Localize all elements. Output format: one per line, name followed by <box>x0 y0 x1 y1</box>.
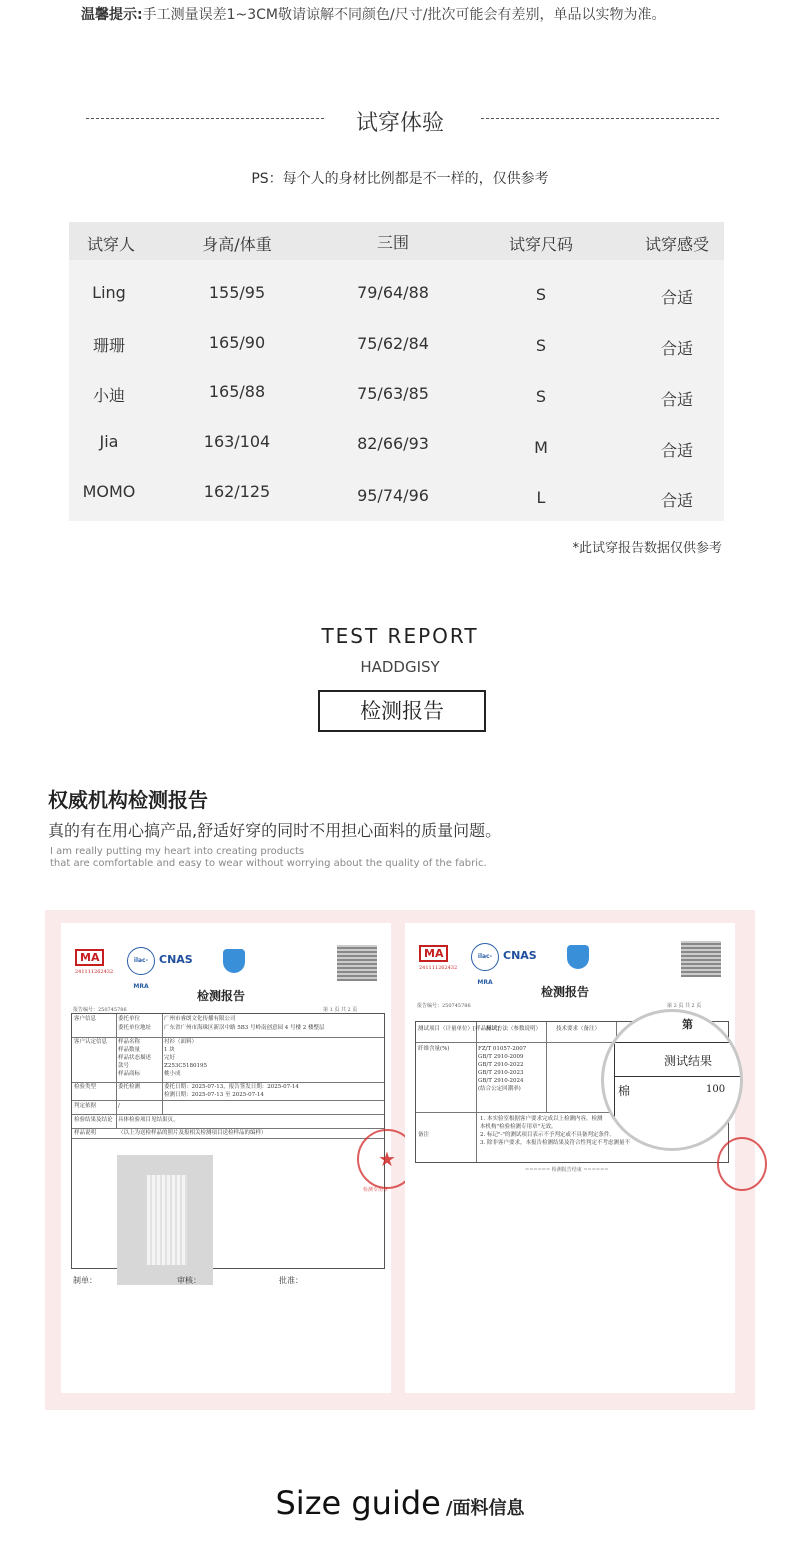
note-line: 2. 标记"-"的测试项目表示不予判定或不具备判定条件。 <box>480 1132 615 1138</box>
cnas-logo: CNAS <box>159 953 193 966</box>
header-cell: 试穿感受 <box>644 235 710 254</box>
title-dash-right <box>481 118 719 119</box>
header-cell: 试穿人 <box>86 235 136 254</box>
grid-label: 样品说明 <box>74 1130 97 1136</box>
zoom-fiber: 棉 <box>618 1084 631 1098</box>
grid-line <box>72 1082 384 1083</box>
cell-height-weight: 155/95 <box>208 283 266 302</box>
ilac-mra-logo: ilac-MRA <box>471 943 499 971</box>
cell-name: 小迪 <box>92 386 126 405</box>
grid-line <box>546 1022 547 1112</box>
cell-name: 珊珊 <box>92 336 126 355</box>
grid-label: 样品名称 <box>118 1039 141 1045</box>
grid-label: 款号 <box>118 1063 130 1069</box>
report-page-1 <box>61 923 396 1393</box>
grid-value: 衬衫（面料） <box>164 1039 198 1045</box>
stamp-star-icon: ★ <box>378 1147 396 1171</box>
report-number: 报告编号：250745786 <box>73 1007 127 1013</box>
method-line: GB/T 2910-2023 <box>478 1070 524 1076</box>
authority-english-line: that are comfortable and easy to wear without worrying about the quality of the fabric. <box>50 858 487 869</box>
notes-label: 备注 <box>418 1132 430 1138</box>
grid-label: 客户信息 <box>74 1016 97 1022</box>
note-line: 1. 本实验室根据客户要求完成以上检测内容，检测 <box>480 1116 603 1122</box>
ma-number: 241111262432 <box>419 965 458 971</box>
certification-shield-icon <box>223 949 245 973</box>
grid-header: 测试项目（计量单位）[样品标识] <box>418 1026 500 1032</box>
qr-code-icon <box>337 945 377 981</box>
cell-size: S <box>535 285 547 304</box>
grid-value: 广东省广州市海珠区新滘中路 5B3 号岭南创意园 4 号楼 2 楼整层 <box>164 1025 325 1031</box>
fabric-sample-photo <box>117 1155 213 1285</box>
cell-feeling: 合适 <box>660 390 694 409</box>
cell-measurements: 75/63/85 <box>357 384 429 403</box>
grid-value: 检测日期：2025-07-13 至 2025-07-14 <box>164 1092 264 1098</box>
grid-header: 技术要求（备注） <box>556 1026 601 1032</box>
zoom-line <box>614 1076 743 1077</box>
report-page-number: 第 1 页 共 2 页 <box>323 1007 358 1013</box>
cell-height-weight: 163/104 <box>203 432 271 451</box>
authority-description: 真的有在用心搞产品,舒适好穿的同时不用担心面料的质量问题。 <box>48 821 502 840</box>
grid-line <box>72 1100 384 1101</box>
grid-label: 委托单位地址 <box>118 1025 152 1031</box>
grid-value: 广州市睿朗文化传播有限公司 <box>164 1016 236 1022</box>
report-doc-title: 检测报告 <box>197 989 246 1003</box>
grid-line <box>72 1138 384 1139</box>
report-images-frame <box>45 910 755 1410</box>
test-report-box: 检测报告 <box>318 690 486 732</box>
grid-value: Z253C5180195 <box>164 1063 208 1069</box>
cell-name: Ling <box>92 283 126 302</box>
tryon-ps: PS：每个人的身材比例都是不一样的，仅供参考 <box>251 171 549 187</box>
grid-value: 完好 <box>164 1055 176 1061</box>
fabric-sample-swatch <box>147 1175 187 1265</box>
header-cell: 身高/体重 <box>202 235 272 254</box>
inspection-stamp <box>717 1137 767 1191</box>
cell-measurements: 75/62/84 <box>357 334 429 353</box>
cell-name: Jia <box>99 432 119 451</box>
ma-logo: MA <box>75 949 104 966</box>
zoom-line <box>614 1042 615 1142</box>
grid-label: （以上为送检样品的照片及报相关检测项目送检样品的编样） <box>118 1130 267 1136</box>
grid-label: 检验结果及结论 <box>74 1117 113 1123</box>
grid-label: 客户认定信息 <box>74 1039 108 1045</box>
cell-height-weight: 165/90 <box>208 333 266 352</box>
grid-value: 桃小成 <box>164 1071 181 1077</box>
zoom-header: 测试结果 <box>664 1054 713 1068</box>
cell-measurements: 79/64/88 <box>357 283 429 302</box>
sign-prepared: 制单： <box>73 1276 97 1285</box>
size-guide-title: Size guide <box>275 1484 441 1522</box>
zoom-value: 100 <box>706 1084 726 1095</box>
cell-height-weight: 162/125 <box>203 482 271 501</box>
zoom-line <box>614 1042 743 1043</box>
grid-label: 委托检测 <box>118 1084 141 1090</box>
method-line: GB/T 2910-2024 <box>478 1078 524 1084</box>
grid-line <box>116 1014 117 1128</box>
size-guide-heading <box>0 1484 800 1522</box>
grid-line <box>72 1128 384 1129</box>
tryon-table <box>69 222 724 521</box>
cell-feeling: 合适 <box>660 288 694 307</box>
brand-name: HADDGISY <box>360 658 440 676</box>
authority-heading: 权威机构检测报告 <box>48 788 208 812</box>
grid-label: 样品数量 <box>118 1047 141 1053</box>
method-line: GB/T 2910-2009 <box>478 1054 524 1060</box>
cell-feeling: 合适 <box>660 491 694 510</box>
grid-label: / <box>118 1103 120 1109</box>
grid-label: 样品商标 <box>118 1071 141 1077</box>
ilac-mra-logo: ilac-MRA <box>127 947 155 975</box>
grid-line <box>162 1014 163 1114</box>
grid-line <box>72 1114 384 1115</box>
grid-label: 具体检验项目见结果页。 <box>118 1117 179 1123</box>
method-line: (结合公定回潮率) <box>478 1086 521 1092</box>
sign-reviewed: 审核： <box>177 1276 201 1285</box>
cell-size: S <box>535 387 547 406</box>
ma-number: 241111262432 <box>75 969 114 975</box>
authority-english-line: I am really putting my heart into creating products <box>50 846 305 857</box>
report-page-2 <box>405 923 735 1393</box>
cnas-logo: CNAS <box>503 949 537 962</box>
grid-label: 检验类型 <box>74 1084 97 1090</box>
cell-size: S <box>535 336 547 355</box>
note-line: 3. 除非客户要求，本报告检测结果及符合性判定不考虑测量不 <box>480 1140 630 1146</box>
tryon-table-header <box>69 222 724 260</box>
cell-size: M <box>534 438 548 457</box>
warm-tip <box>81 4 665 24</box>
grid-item: 纤维含量(%) <box>418 1046 450 1052</box>
stamp-text: 检测专用章 <box>363 1187 389 1193</box>
cell-measurements: 82/66/93 <box>357 434 429 453</box>
grid-label: 委托单位 <box>118 1016 141 1022</box>
grid-header: 测试方法（参数说明） <box>486 1026 542 1032</box>
cell-feeling: 合适 <box>660 339 694 358</box>
size-guide-subtitle: /面料信息 <box>445 1498 525 1519</box>
report-doc-title: 检测报告 <box>541 985 590 999</box>
grid-value: 1 块 <box>164 1047 175 1053</box>
zoom-corner: 第 <box>682 1018 693 1031</box>
report-page-number: 第 2 页 共 2 页 <box>667 1003 702 1009</box>
grid-line <box>72 1037 384 1038</box>
test-report-title: TEST REPORT <box>321 624 479 648</box>
tryon-title: 试穿体验 <box>355 111 444 136</box>
qr-code-icon <box>681 941 721 977</box>
warm-tip-label: 温馨提示: <box>81 7 143 23</box>
cell-size: L <box>536 488 546 507</box>
cell-name: MOMO <box>82 482 136 501</box>
grid-value: 委托日期：2025-07-13，报告签发日期：2025-07-14 <box>164 1084 299 1090</box>
zoom-magnifier <box>601 1009 743 1151</box>
grid-label: 判定依据 <box>74 1103 97 1109</box>
certification-shield-icon <box>567 945 589 969</box>
cell-measurements: 95/74/96 <box>357 486 429 505</box>
method-line: FZ/T 01057-2007 <box>478 1046 527 1052</box>
note-line: 本机构"检验检测专用章"无效。 <box>480 1124 557 1130</box>
cell-feeling: 合适 <box>660 441 694 460</box>
report-number: 报告编号：250745786 <box>417 1003 471 1009</box>
tryon-note: *此试穿报告数据仅供参考 <box>572 541 722 556</box>
header-cell: 试穿尺码 <box>508 235 574 254</box>
method-line: GB/T 2910-2022 <box>478 1062 524 1068</box>
warm-tip-text: 手工测量误差1~3CM敬请谅解不同颜色/尺寸/批次可能会有差别，单品以实物为准。 <box>142 7 666 23</box>
grid-line <box>476 1022 477 1162</box>
cell-height-weight: 165/88 <box>208 382 266 401</box>
sign-approved: 批准： <box>279 1276 303 1285</box>
grid-label: 样品状态描述 <box>118 1055 152 1061</box>
header-cell: 三围 <box>376 233 410 252</box>
report-end: ====== 检测报告结束 ====== <box>525 1167 609 1173</box>
ma-logo: MA <box>419 945 448 962</box>
